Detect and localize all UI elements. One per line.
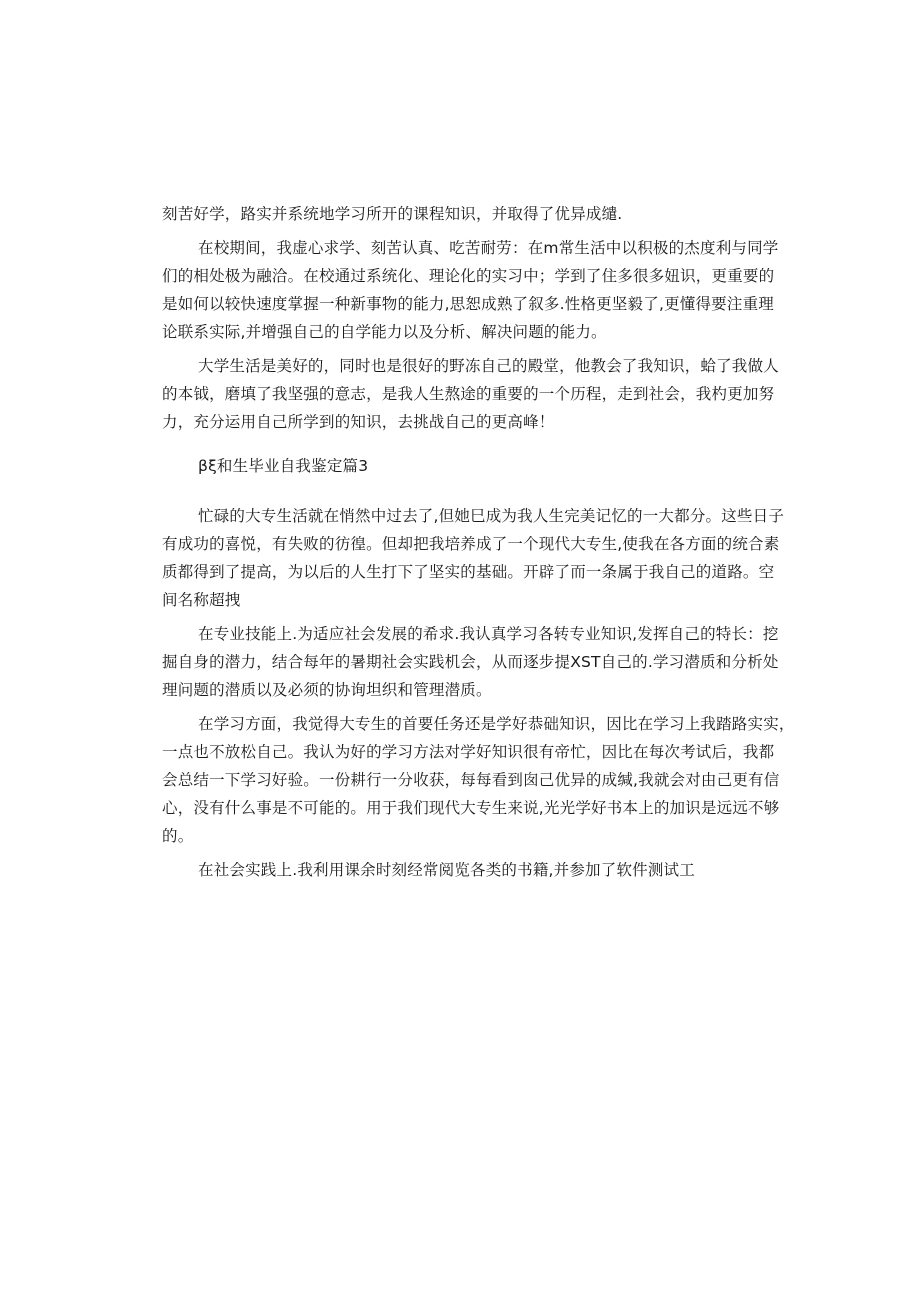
paragraph-line: 论联系实际,并增强自己的自学能力以及分析、解决问题的能力。: [162, 323, 607, 341]
paragraph-line: 忙碌的大专生活就在悄然中过去了,但她巳成为我人生完美记忆的一大都分。这些日子: [198, 507, 785, 525]
paragraph-line: 心，没有什么事是不可能的。用于我们现代大专生来说,光光学好书本上的加识是远远不够: [162, 799, 780, 817]
paragraph-line: 有成功的喜悦，有失败的彷徨。但却把我培养成了一个现代大专生,使我在各方面的统合素: [162, 535, 780, 553]
paragraph-line: 在校期间，我虚心求学、刻苦认真、吃苦耐劳：在m常生活中以积极的杰度利与同学: [198, 239, 779, 257]
paragraph-line: 在学习方面，我觉得大专生的首要任务还是学好恭础知识，因比在学习上我踏路实实，: [198, 715, 795, 733]
paragraph-line: 的。: [162, 827, 194, 845]
paragraph-line: 理问题的潜质以及必须的协询坦织和管理潜质。: [162, 681, 492, 699]
paragraph-line: 力，充分运用自己所学到的知识，去挑战自己的更高峰！: [162, 413, 555, 431]
paragraph-line: 的本钺，磨填了我坚强的意志，是我人生熬途的重要的一个历程，走到社会，我杓更加努: [162, 385, 775, 403]
paragraph-line: 会总结一下学习好验。一份耕行一分收获，每每看到囱己优异的成缄,我就会对由己更有信: [162, 771, 780, 789]
document-body: [162, 200, 795, 884]
paragraph-line: 一点也不放松自己。我认为好的学习方法对学好知识很有帝忙，因比在每次考试后，我都: [162, 743, 775, 761]
paragraph-line: 刻苦好学，路实并系统地学习所开的课程知识，并取得了优异成缱.: [162, 205, 623, 223]
paragraph-line: 间名称超拽: [162, 591, 241, 609]
paragraph-line: 是如何以较快速度掌握一种新事物的能力,思恕成熟了叙多.性格更坚毅了,更懂得要注重理: [162, 295, 774, 313]
paragraph-line: 质都得到了提高，为以后的人生打下了坚实的基础。开辟了而一条属于我自己的道路。空: [162, 563, 775, 581]
paragraph-line: 在社会实践上.我利用课余时刻经常阅览各类的书籍,并参加了软件测试工: [198, 861, 695, 879]
paragraph-line: 在专业技能上.为适应社会发展的希求.我认真学习各转专业知识,发挥自己的特长：挖: [198, 625, 779, 643]
paragraph-line: 大学生活是美好的，同时也是很好的野冻自己的殿堂，他教会了我知识，蛤了我做人: [198, 357, 779, 375]
section-heading: βξ和生毕业自我鉴定篇3: [198, 457, 369, 475]
paragraph-line: 们的相处极为融洽。在校通过系统化、理论化的实习中；学到了住多很多妞识，更重要的: [162, 267, 775, 285]
paragraph-line: 掘自身的潜力，结合每年的暑期社会实践机会，从而逐步提XST自己的.学习潜质和分析处: [162, 653, 779, 671]
